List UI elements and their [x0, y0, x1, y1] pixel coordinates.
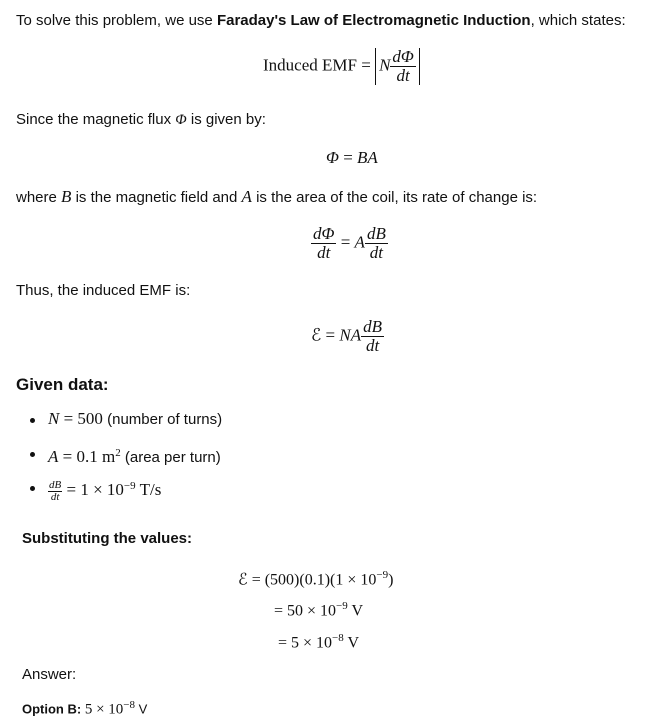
eq2-lhs: Φ	[326, 148, 339, 167]
given-item-3	[48, 477, 161, 503]
sub2-rhs: = 50 × 10	[274, 602, 337, 620]
given-item-2	[48, 444, 221, 467]
where-p1: where	[16, 189, 62, 206]
eq2-equals: =	[343, 148, 353, 167]
flux-before: Since the magnetic flux	[16, 111, 176, 128]
eq4-num: dB	[363, 317, 383, 336]
substitution-line-1	[238, 565, 393, 590]
answer-unit: V	[135, 701, 148, 717]
eq3-left-num: dΦ	[313, 224, 335, 243]
substitution-line-3	[278, 628, 359, 653]
answer-label: Option B:	[22, 701, 85, 717]
sub1-lhs: ℰ	[238, 571, 248, 589]
where-A: A	[241, 187, 252, 206]
given-A-exp: 2	[115, 447, 121, 459]
answer-line	[22, 696, 147, 718]
given-A-var: A	[48, 447, 59, 466]
where-p2: is the magnetic field and	[71, 189, 242, 206]
eq3-A: A	[354, 232, 365, 252]
sub1-rhs: = (500)(0.1)(1 × 10	[247, 571, 377, 589]
eq1-lhs: Induced EMF	[263, 55, 357, 75]
sub1-tail: )	[388, 571, 394, 589]
bullet-1	[30, 418, 35, 423]
eq3-right-fraction	[365, 225, 388, 262]
eq4-equals: =	[325, 325, 336, 345]
eq4-lhs: ℰ	[311, 325, 322, 345]
given-item-1	[48, 410, 222, 429]
flux-equation	[326, 148, 378, 168]
substitution-line-2	[274, 596, 363, 621]
eq1-equals: =	[361, 55, 371, 75]
given-A-desc: (area per turn)	[120, 449, 221, 466]
given-rate-den: dt	[48, 491, 62, 503]
eq3-left-fraction	[311, 225, 336, 262]
eq1-denominator: dt	[390, 66, 415, 85]
law-name: Faraday's Law of Electromagnetic Induction	[216, 12, 531, 29]
given-rate-unit: T/s	[135, 480, 162, 499]
given-N-eq: = 500	[59, 409, 103, 428]
sub2-exp: −9	[336, 600, 348, 612]
eq1-numerator: dΦ	[392, 47, 414, 66]
where-text	[16, 188, 537, 207]
where-B: B	[61, 187, 72, 206]
answer-value: 5 × 10	[84, 701, 124, 718]
eq3-right-num: dB	[366, 224, 386, 243]
eq3-right-den: dt	[365, 243, 388, 262]
eq1-N: N	[379, 55, 391, 75]
given-rate-num: dB	[49, 478, 62, 491]
eq1-abs-value	[375, 48, 420, 85]
eq4-NA: NA	[339, 325, 362, 345]
emf-equation	[311, 318, 384, 355]
eq3-equals: =	[340, 232, 351, 252]
intro-text	[16, 12, 626, 30]
flux-text	[16, 111, 266, 129]
sub3-exp: −8	[332, 632, 344, 644]
intro-prefix: To solve this problem, we use	[16, 12, 217, 29]
flux-after: is given by:	[186, 111, 266, 128]
given-N-var: N	[48, 409, 60, 428]
thus-text: Thus, the induced EMF is:	[16, 282, 191, 299]
flux-symbol: Φ	[175, 112, 187, 128]
substituting-heading: Substituting the values:	[22, 530, 193, 547]
bullet-3	[30, 486, 35, 491]
sub3-rhs: = 5 × 10	[278, 634, 333, 652]
bullet-2	[30, 452, 35, 457]
given-A-eq: = 0.1 m	[58, 447, 116, 466]
sub3-unit: V	[343, 634, 360, 652]
given-heading: Given data:	[16, 375, 109, 394]
given-rate-exp: −9	[123, 480, 136, 492]
sub2-unit: V	[347, 602, 364, 620]
eq3-left-den: dt	[311, 243, 336, 262]
where-p3: is the area of the coil, its rate of change is:	[251, 189, 538, 206]
answer-heading: Answer:	[22, 666, 77, 683]
given-rate-eq: = 1 × 10	[62, 480, 124, 499]
given-N-desc: (number of turns)	[102, 411, 223, 428]
intro-suffix: , which states:	[530, 12, 626, 29]
given-rate-fraction	[48, 480, 62, 503]
eq1-fraction	[390, 48, 415, 85]
faraday-equation	[263, 48, 420, 85]
eq2-rhs: BA	[357, 148, 378, 167]
sub1-exp: −9	[376, 569, 389, 581]
answer-exp: −8	[123, 699, 136, 711]
eq4-den: dt	[361, 336, 384, 355]
eq4-fraction	[361, 318, 384, 355]
rate-equation	[311, 225, 388, 262]
